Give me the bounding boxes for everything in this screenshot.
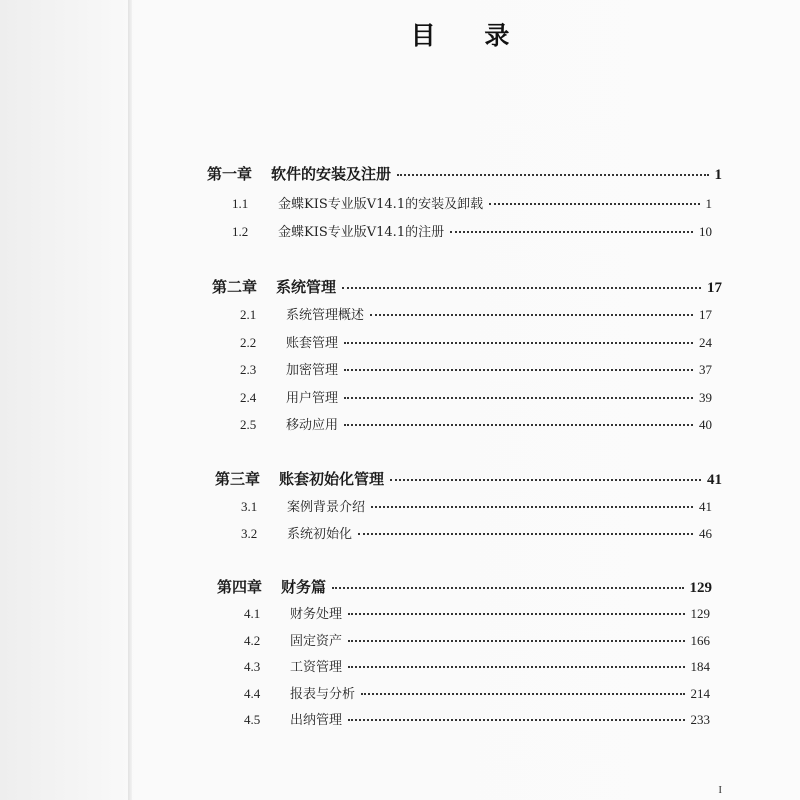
chapter-number: 第二章 [212, 278, 258, 296]
section-page-number: 24 [699, 335, 712, 350]
section-number: 4.3 [244, 659, 261, 674]
toc-section-4-3 [244, 656, 710, 675]
section-page-number: 233 [690, 712, 710, 727]
section-title: 固定资产 [290, 634, 343, 649]
toc-section-2-5 [240, 414, 712, 433]
section-number: 1.2 [232, 224, 249, 239]
dot-leader [361, 692, 684, 695]
dot-leader [344, 341, 693, 344]
chapter-title: 软件的安装及注册 [271, 165, 392, 183]
toc-section-2-1 [240, 304, 712, 323]
section-title: 财务处理 [290, 607, 343, 622]
section-page-number: 37 [699, 362, 712, 377]
section-title: 加密管理 [286, 363, 339, 378]
section-title: 账套管理 [286, 336, 339, 351]
toc-section-1-1 [232, 193, 712, 212]
section-title: 报表与分析 [290, 687, 356, 702]
toc-section-4-1 [244, 603, 710, 622]
dot-leader [344, 396, 693, 399]
footer-page-number: I [718, 784, 722, 796]
section-number: 2.4 [240, 390, 257, 405]
section-title: 系统管理概述 [286, 308, 365, 323]
toc-section-4-2 [244, 630, 710, 649]
section-title: 工资管理 [290, 660, 343, 675]
dot-leader [489, 202, 699, 205]
section-page-number: 17 [699, 307, 712, 322]
toc-section-3-2 [241, 523, 712, 542]
dot-leader [358, 532, 693, 535]
dot-leader [390, 478, 701, 481]
section-page-number: 10 [699, 224, 712, 239]
toc-section-4-5 [244, 709, 710, 728]
section-page-number: 166 [690, 633, 710, 648]
dot-leader [342, 286, 701, 289]
toc-section-2-4 [240, 387, 712, 406]
dot-leader [332, 586, 683, 589]
dot-leader [344, 368, 693, 371]
toc-chapter-1 [207, 163, 722, 184]
toc-section-2-3 [240, 359, 712, 378]
dot-leader [397, 173, 708, 176]
section-title: 金蝶KIS专业版V14.1的安装及卸载 [278, 197, 484, 212]
section-page-number: 129 [690, 606, 710, 621]
toc-title: 目 录 [410, 21, 530, 50]
toc-section-3-1 [241, 496, 712, 515]
section-page-number: 46 [699, 526, 712, 541]
section-page-number: 40 [699, 417, 712, 432]
section-number: 2.1 [240, 307, 257, 322]
section-title: 用户管理 [286, 391, 339, 406]
chapter-title: 系统管理 [276, 278, 337, 296]
chapter-page-number: 129 [689, 580, 712, 596]
chapter-title: 财务篇 [281, 578, 327, 596]
section-number: 2.2 [240, 335, 257, 350]
section-number: 4.1 [244, 606, 261, 621]
section-title: 案例背景介绍 [287, 500, 366, 515]
section-number: 4.2 [244, 633, 261, 648]
section-number: 3.1 [241, 499, 258, 514]
section-number: 1.1 [232, 196, 249, 211]
section-number: 3.2 [241, 526, 258, 541]
dot-leader [348, 612, 684, 615]
section-page-number: 1 [705, 196, 712, 211]
toc-chapter-3 [215, 468, 722, 489]
dot-leader [344, 423, 693, 426]
dot-leader [348, 665, 684, 668]
dot-leader [450, 230, 693, 233]
section-page-number: 184 [690, 659, 710, 674]
book-spine-shadow [128, 0, 132, 800]
section-page-number: 39 [699, 390, 712, 405]
dot-leader [348, 718, 684, 721]
toc-section-2-2 [240, 332, 712, 351]
chapter-page-number: 17 [707, 280, 722, 296]
section-number: 2.5 [240, 417, 257, 432]
toc-chapter-4 [217, 576, 712, 597]
chapter-page-number: 1 [714, 167, 722, 183]
section-title: 移动应用 [286, 418, 339, 433]
section-number: 2.3 [240, 362, 257, 377]
section-number: 4.4 [244, 686, 261, 701]
dot-leader [348, 639, 684, 642]
chapter-number: 第一章 [207, 165, 253, 183]
section-page-number: 41 [699, 499, 712, 514]
dot-leader [371, 505, 693, 508]
section-page-number: 214 [690, 686, 710, 701]
toc-section-1-2 [232, 221, 712, 240]
dot-leader [370, 313, 693, 316]
section-title: 出纳管理 [290, 713, 343, 728]
toc-section-4-4 [244, 683, 710, 702]
section-title: 系统初始化 [287, 527, 353, 542]
chapter-number: 第三章 [215, 470, 261, 488]
chapter-page-number: 41 [707, 472, 722, 488]
section-title: 金蝶KIS专业版V14.1的注册 [278, 225, 445, 240]
toc-chapter-2 [212, 276, 722, 297]
chapter-number: 第四章 [217, 578, 263, 596]
section-number: 4.5 [244, 712, 261, 727]
chapter-title: 账套初始化管理 [279, 470, 385, 488]
